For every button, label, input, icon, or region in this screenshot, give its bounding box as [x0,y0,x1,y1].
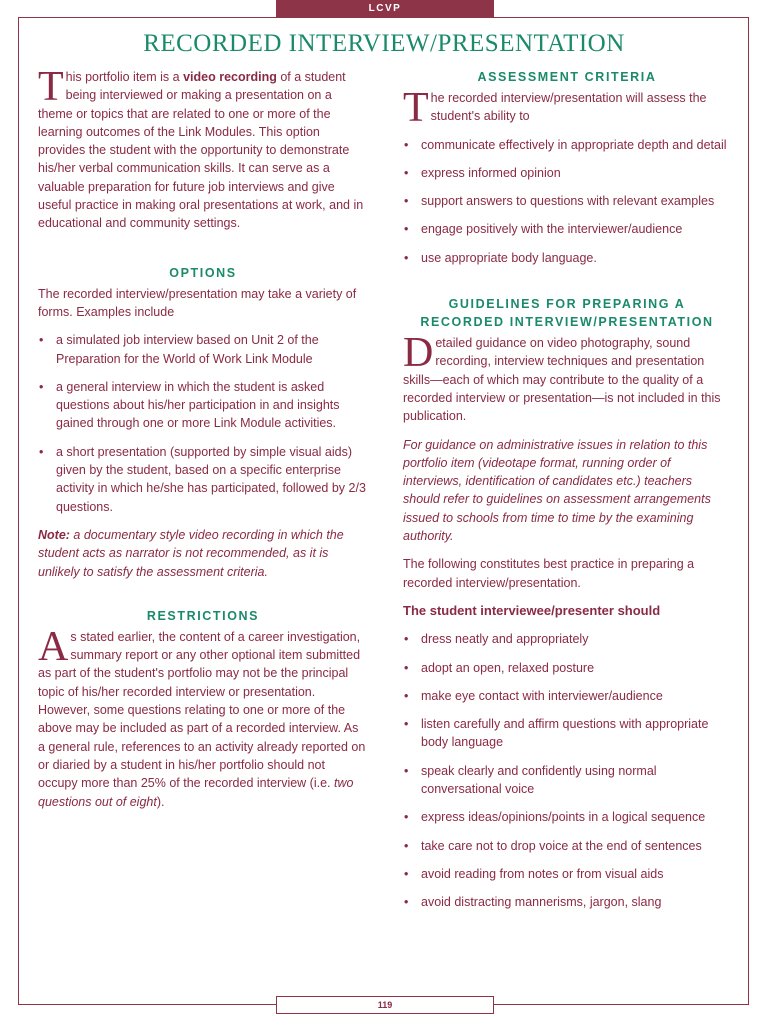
header-tab-lcvp: LCVP [276,0,494,18]
list-item: • dress neatly and appropriately [403,630,731,648]
restrictions-end: ). [156,794,165,809]
assessment-dropcap: T [403,85,429,131]
options-list [38,331,368,516]
restrictions-italic: two questions out of eight [38,776,354,809]
options-note [38,526,368,581]
page-title: RECORDED INTERVIEW/PRESENTATION [143,30,625,57]
intro-dropcap: T [38,64,64,110]
list-item: • express ideas/opinions/points in a logical sequence [403,808,731,826]
guidelines-heading-line1: GUIDELINES FOR PREPARING A [448,297,686,312]
guidelines-text: etailed guidance on video photography, sound recording, interview techniques and presentation skills—each of which may contribute to the quality of a recorded interview or presentation—is not included in this publication. [403,336,721,424]
assessment-text: he recorded interview/presentation will assess the student's ability to [430,91,707,124]
list-item: • a simulated job interview based on Unit 2 of the Preparation for the World of Work Link Module [38,331,368,368]
intro-bold-term: video recording [183,70,277,84]
note-label: Note: [38,527,70,542]
note-text: a documentary style video recording in which the student acts as narrator is not recommended, as it is unlikely to satisfy the assessment criteria. [38,527,344,579]
best-practice-paragraph: The following constitutes best practice in preparing a recorded interview/presentation. [403,557,695,590]
student-subhead: The student interviewee/presenter should [403,602,661,618]
list-item: • speak clearly and confidently using normal conversational voice [403,762,731,799]
list-item: • communicate effectively in appropriate depth and detail [403,136,731,154]
intro-text-start: his portfolio item is a [65,70,184,84]
guidelines-italic-paragraph: For guidance on administrative issues in relation to this portfolio item (videotape format, running order of interviews, identification of candidates etc.) teachers should refer to guidelines on assessment arrangements issued to schools from time to time by the examining authority. [403,437,711,544]
left-column [38,64,368,821]
list-item: • adopt an open, relaxed posture [403,659,731,677]
list-item: • make eye contact with interviewer/audience [403,687,731,705]
list-item: • a short presentation (supported by simple visual aids) given by the student, based on a specific enterprise activity in which he/she has participated, followed by 2/3 questions. [38,443,368,516]
list-item: • avoid distracting mannerisms, jargon, slang [403,893,731,911]
list-item: • support answers to questions with relevant examples [403,192,731,210]
restrictions-heading: RESTRICTIONS [146,608,260,623]
assessment-list [403,136,731,267]
guidelines-heading-line2: RECORDED INTERVIEW/PRESENTATION [420,315,714,330]
list-item: • take care not to drop voice at the end of sentences [403,837,731,855]
restrictions-text: s stated earlier, the content of a career investigation, summary report or any other optional item submitted as part of the student's portfolio may not be the principal topic of his/her recorded interview or presentation. However, some questions relating to one or more of the above may be included as part of a recorded interview. As a general rule, references to an activity already reported on or diaried by a student in his/her portfolio should not occupy more than 25% of the recorded interview (i.e. [38,629,366,791]
guidelines-paragraph [403,330,731,425]
list-item: • a general interview in which the student is asked questions about his/her participation in and insights gained through one or more Link Module activities. [38,378,368,433]
page-number: 119 [276,996,494,1014]
options-intro: The recorded interview/presentation may take a variety of forms. Examples include [38,286,357,319]
list-item: • express informed opinion [403,164,731,182]
list-item: • avoid reading from notes or from visual aids [403,865,731,883]
assessment-intro [403,85,731,131]
assessment-heading: ASSESSMENT CRITERIA [477,70,657,84]
list-item: • engage positively with the interviewer/audience [403,220,731,238]
list-item: • listen carefully and affirm questions with appropriate body language [403,715,731,752]
right-column [403,68,731,922]
guidelines-list [403,630,731,911]
restrictions-dropcap: A [38,623,69,670]
intro-text-end: of a student being interviewed or making a presentation on a theme or topics that are related to one or more of the learning outcomes of the Link Modules. This option provides the student with the opportunity to demonstrate his/her verbal communication skills. It can serve as a valuable preparation for future job interviews and give useful practice in making oral presentations at work, and in educational and community settings. [38,70,364,231]
options-heading: OPTIONS [169,265,237,280]
list-item: • use appropriate body language. [403,249,731,267]
restrictions-paragraph [38,623,368,811]
guidelines-dropcap: D [403,330,434,377]
intro-paragraph [38,64,368,233]
